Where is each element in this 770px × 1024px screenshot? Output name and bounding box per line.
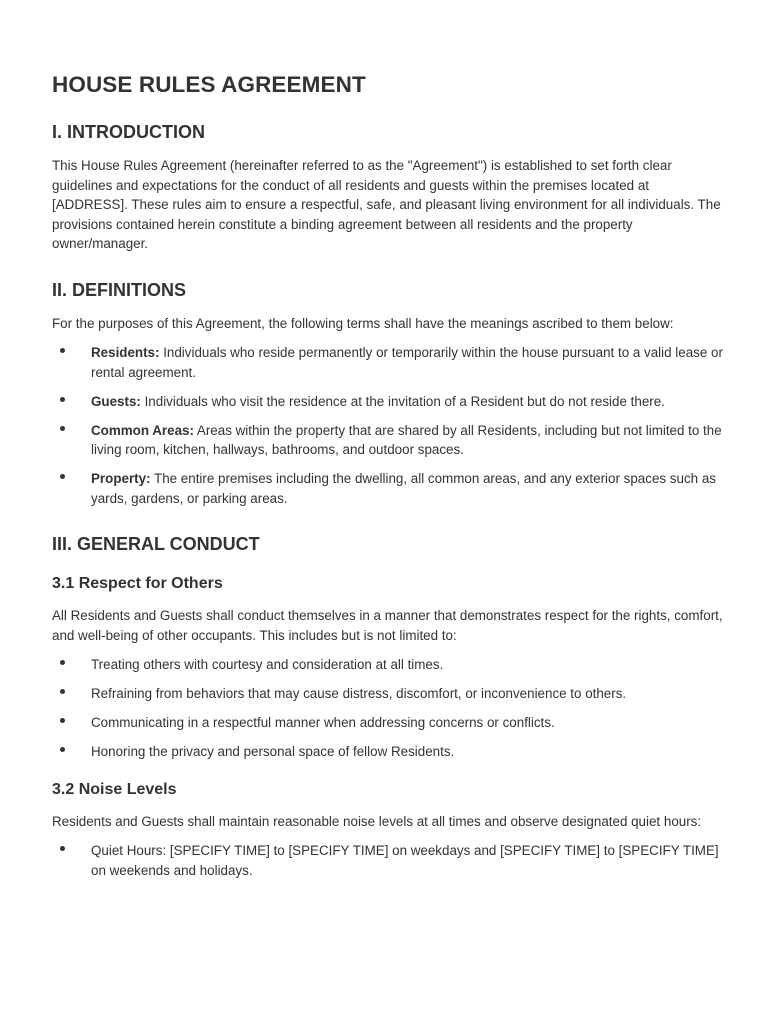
list-item xyxy=(52,742,724,762)
respect-list xyxy=(52,655,724,762)
bullet-icon xyxy=(60,660,65,665)
section-heading-general-conduct: III. GENERAL CONDUCT xyxy=(52,534,260,554)
definitions-paragraph: For the purposes of this Agreement, the following terms shall have the meanings ascribed to them below: xyxy=(52,315,674,331)
definition-text: The entire premises including the dwelling, all common areas, and any exterior spaces such as yards, gardens, or parking areas. xyxy=(91,471,716,506)
definition-text: Individuals who visit the residence at the invitation of a Resident but do not reside there. xyxy=(140,393,665,409)
definition-text: Individuals who reside permanently or temporarily within the house pursuant to a valid lease or rental agreement. xyxy=(91,345,723,380)
bullet-icon xyxy=(60,474,65,479)
subsection-heading-noise: 3.2 Noise Levels xyxy=(52,780,177,798)
definition-term: Guests: xyxy=(91,393,141,409)
noise-paragraph: Residents and Guests shall maintain reasonable noise levels at all times and observe designated quiet hours: xyxy=(52,813,702,829)
subsection-heading-respect: 3.1 Respect for Others xyxy=(52,575,223,592)
bullet-icon xyxy=(60,689,65,694)
definition-item xyxy=(52,421,724,460)
definition-term: Residents: xyxy=(91,345,160,360)
list-item-text: Treating others with courtesy and consideration at all times. xyxy=(91,657,444,672)
list-item-text: Honoring the privacy and personal space of fellow Residents. xyxy=(91,744,455,759)
respect-paragraph: All Residents and Guests shall conduct themselves in a manner that demonstrates respect for the rights, comfort, and well-being of other occupants. This includes but is not limited to: xyxy=(52,608,723,643)
definition-item xyxy=(52,392,724,412)
definition-item xyxy=(52,469,724,508)
document-page xyxy=(52,70,724,890)
list-item-text: Quiet Hours: [SPECIFY TIME] to [SPECIFY TIME] on weekdays and [SPECIFY TIME] to [SPECIFY TIME] on weekends and holidays. xyxy=(91,843,719,878)
bullet-icon xyxy=(60,747,65,752)
definition-text: Areas within the property that are shared by all Residents, including but not limited to the living room, kitchen, hallways, bathrooms, and outdoor spaces. xyxy=(91,422,722,457)
section-heading-introduction: I. INTRODUCTION xyxy=(52,122,205,142)
list-item xyxy=(52,684,724,704)
introduction-paragraph: This House Rules Agreement (hereinafter referred to as the "Agreement") is established to set forth clear guidelines and expectations for the conduct of all residents and guests within the premises located at [ADDRESS]. These rules aim to ensure a respectful, safe, and pleasant living environment for all individuals. The provisions contained herein constitute a binding agreement between all residents and the property owner/manager. xyxy=(52,158,721,251)
bullet-icon xyxy=(60,348,65,353)
list-item xyxy=(52,655,724,675)
section-heading-definitions: II. DEFINITIONS xyxy=(52,279,187,300)
list-item-text: Refraining from behaviors that may cause distress, discomfort, or inconvenience to others. xyxy=(91,686,627,701)
bullet-icon xyxy=(60,397,65,402)
bullet-icon xyxy=(60,426,65,431)
list-item-text: Communicating in a respectful manner when addressing concerns or conflicts. xyxy=(91,715,555,730)
list-item xyxy=(52,713,724,733)
bullet-icon xyxy=(60,718,65,723)
definition-term: Property: xyxy=(91,471,151,486)
noise-list xyxy=(52,841,724,880)
definitions-list xyxy=(52,343,724,508)
document-title: HOUSE RULES AGREEMENT xyxy=(52,72,366,97)
bullet-icon xyxy=(60,846,65,851)
definition-term: Common Areas: xyxy=(91,422,194,438)
list-item xyxy=(52,841,724,880)
definition-item xyxy=(52,343,724,382)
